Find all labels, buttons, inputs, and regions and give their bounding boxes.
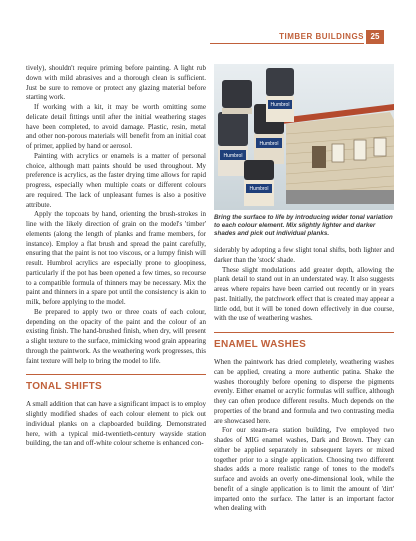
section-heading-enamel-washes: ENAMEL WASHES [214, 332, 394, 354]
paragraph: Apply the topcoats by hand, orienting the brush-strokes in line with the likely direction of grain on the model's 'timber' elements (along the length of planks and frame members, for instance). Employ a flat brush and spread the paint carefully, ensuring that the paint is not too viscous, or a lumpy finish will result. Humbrol acrylics are especially prone to gloopiness, particularly if the pot has been opened a few times, so recourse to a compatible formula of thinners may be necessary. Mix the paint and thinners in a spare pot until the consistency is akin to milk, before applying to the model. [26, 210, 206, 306]
paragraph: Painting with acrylics or enamels is a matter of personal choice, although matt paints should be used throughout. My preference is acrylics, as the faster drying time allows for rapid progress, especially when multiple coats or different colours are required. The lack of unpleasant fumes is also a positive attribute. [26, 151, 206, 209]
figure-caption: Bring the surface to life by introducing wider tonal variation to each colour element. Mix slightly lighter and darker shades and pick out individual planks. [214, 214, 393, 238]
paragraph: siderably by adopting a few slight tonal shifts, both lighter and darker than the 'stock' shade. [214, 246, 394, 264]
running-header [0, 30, 416, 46]
header-rule [210, 43, 364, 44]
figure-photo [214, 64, 394, 210]
paragraph: tively), shouldn't require priming before painting. A light rub down with mild abrasives and a thorough clean is sufficient. Just be sure to remove or protect any glazing material before starting work. [26, 64, 206, 102]
left-column [26, 64, 206, 449]
section-title: TIMBER BUILDINGS [279, 32, 364, 41]
paragraph: When the paintwork has dried completely, weathering washes can be applied, creating a more authentic patina. Shake the washes thoroughly before opening to disperse the pigments evenly. Either enamel or acrylic formulas will suffice, although they can often produce different results. Much depends on the properties of the brand and formula and two contrasting media are showcased here. [214, 358, 394, 425]
svg-text:Humbrol: Humbrol [259, 141, 279, 147]
svg-text:Humbrol: Humbrol [270, 102, 290, 108]
section-heading-tonal-shifts: TONAL SHIFTS [26, 374, 206, 396]
paragraph: A small addition that can have a significant impact is to employ slightly modified shades of each colour element to pick out individual planks on a clapboarded building. Demonstrated here, with a typical mid-twentieth-century wayside station building, the tan and off-white colour scheme is enhanced con- [26, 400, 206, 448]
paint-jar-5 [244, 160, 274, 206]
page-number: 25 [366, 30, 384, 44]
paragraph: For our steam-era station building, I've employed two shades of MIG enamel washes, Dark and Brown. They can either be applied separately in subsequent layers or mixed together prior to a single application. Choosing two different shades adds a more realistic range of tones to the model's surface and avoids an overly one-dimensional look, while the benefit of a single application is to limit the amount of 'dirt' imparted onto the surface. The latter is an important factor when dealing with [214, 426, 394, 513]
paint-jar-4 [222, 80, 252, 114]
paint-jar-1 [218, 112, 248, 176]
paragraph: If working with a kit, it may be worth omitting some delicate detail fittings until after the initial weathering stages have been completed, to avoid damage. Plastic, resin, metal and other non-porous materials will benefit from an initial coat of primer, applied by hand or aerosol. [26, 103, 206, 150]
station-building [280, 104, 394, 204]
paragraph: Be prepared to apply two or three coats of each colour, depending on the opacity of the paint and the colour of an existing finish. The hand-brushed finish, when dry, will present a slight texture to the surface, mimicking wood grain appearing through the paintwork. As the weathering work progresses, this faint texture will help to bring the model to life. [26, 307, 206, 365]
model-building-illustration [214, 64, 394, 210]
svg-text:Humbrol: Humbrol [223, 153, 243, 159]
paragraph: These slight modulations add greater depth, allowing the plank detail to stand out in an understated way. It also suggests areas where repairs have been carried out recently or in years past. Initially, the patchwork effect that is created may appear a little odd, but it will be toned down effectively in due course, with the use of weathering washes. [214, 265, 394, 323]
svg-text:Humbrol: Humbrol [249, 186, 269, 192]
right-column [214, 246, 394, 514]
paint-jar-3 [266, 68, 294, 122]
